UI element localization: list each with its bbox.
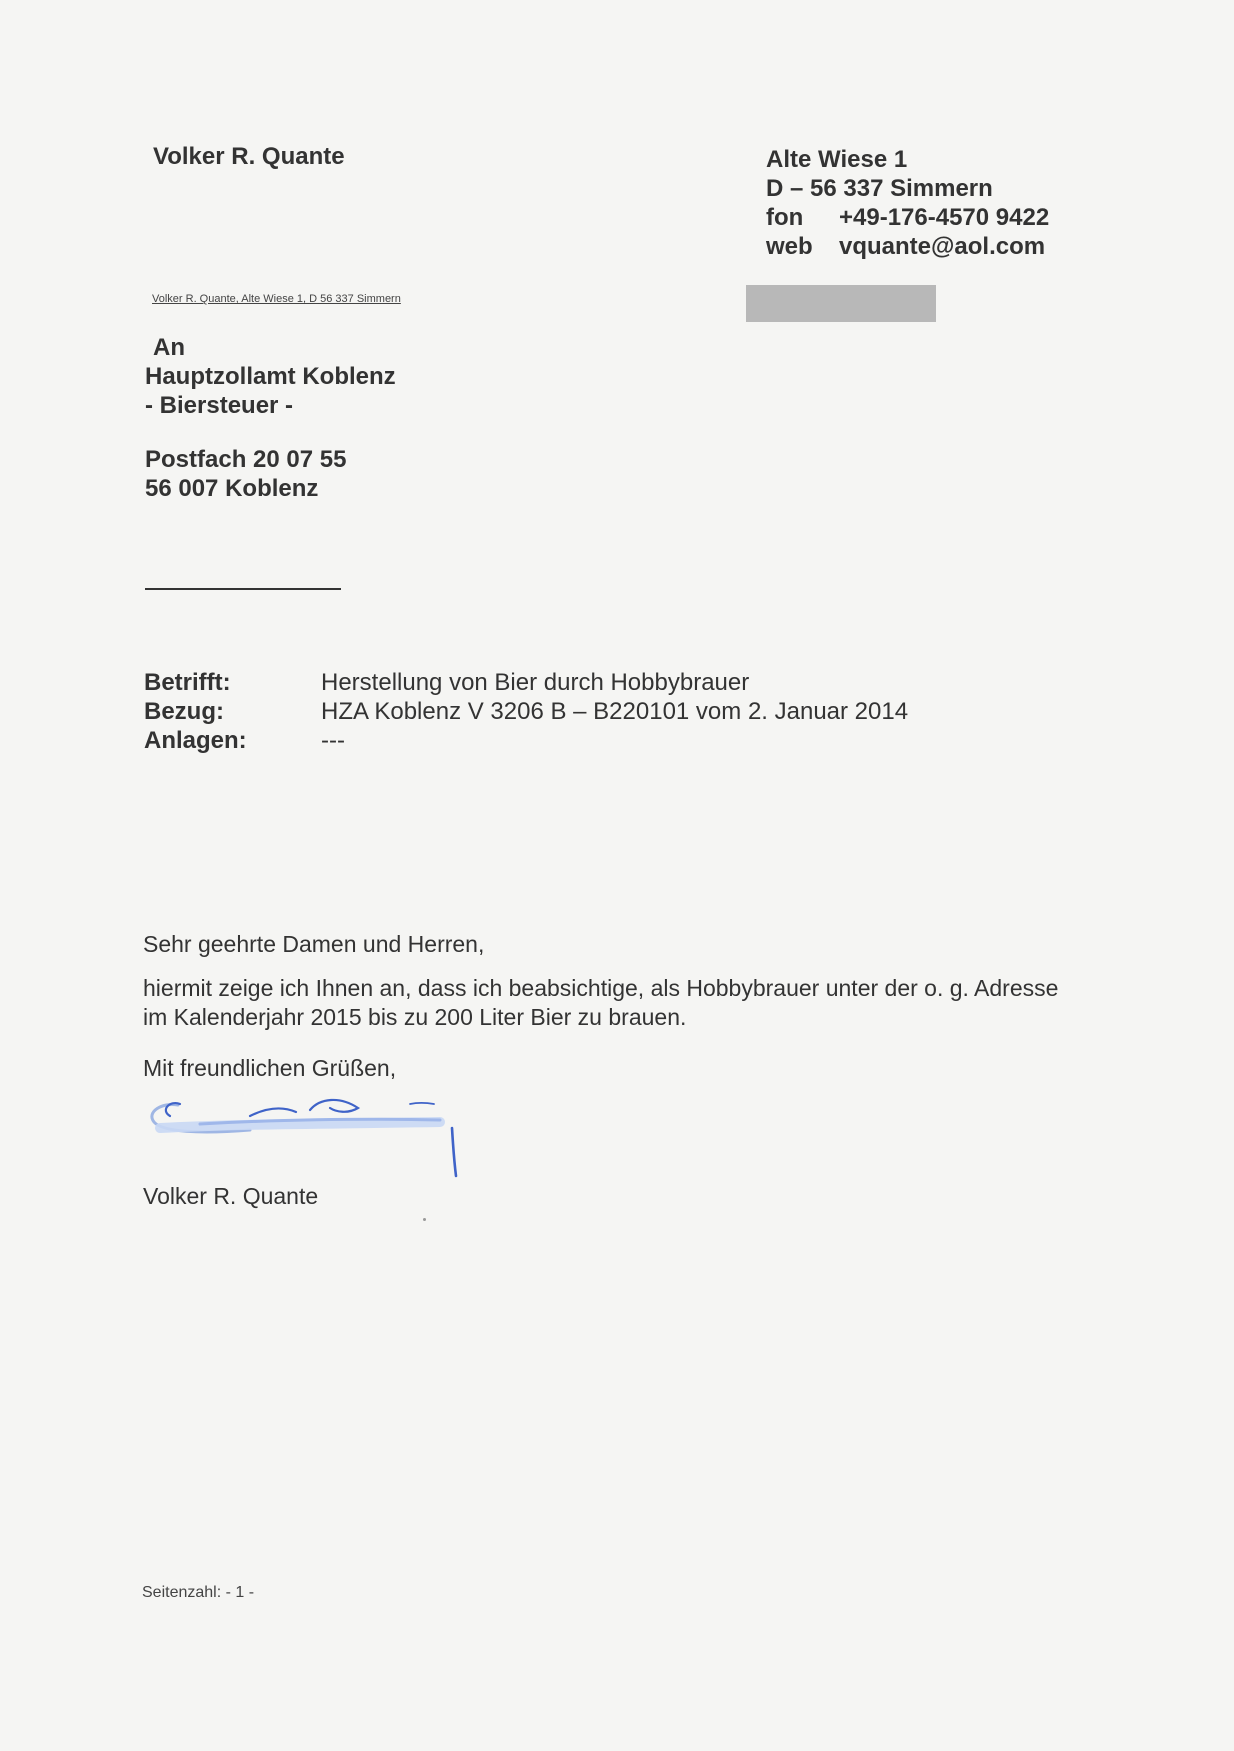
sender-web-row — [766, 232, 1049, 261]
salutation: Sehr geehrte Damen und Herren, — [143, 931, 485, 957]
body-line: im Kalenderjahr 2015 bis zu 200 Liter Bier zu brauen. — [143, 1004, 687, 1030]
reference-label: Betrifft: — [144, 669, 231, 696]
reference-row — [144, 726, 908, 755]
signature-image — [140, 1090, 480, 1185]
reference-row — [144, 668, 908, 697]
reference-value: HZA Koblenz V 3206 B – B220101 vom 2. Januar 2014 — [321, 698, 909, 725]
phone-number: +49-176-4570 9422 — [839, 204, 1050, 231]
recipient-postbox: Postfach 20 07 55 — [145, 446, 347, 473]
recipient-office: Hauptzollamt Koblenz — [145, 363, 396, 390]
reference-block — [144, 668, 908, 755]
scan-speck — [423, 1218, 426, 1221]
reference-value: Herstellung von Bier durch Hobbybrauer — [321, 669, 750, 696]
web-label: web — [766, 233, 813, 260]
recipient-postal-city: 56 007 Koblenz — [145, 475, 319, 502]
recipient-prefix: An — [153, 334, 185, 361]
sender-street: Alte Wiese 1 — [766, 146, 908, 173]
reference-value: --- — [321, 727, 345, 754]
sender-name: Volker R. Quante — [153, 143, 345, 170]
phone-label: fon — [766, 204, 804, 231]
page-number: Seitenzahl: - 1 - — [142, 1584, 255, 1601]
reference-label: Bezug: — [144, 698, 224, 725]
separator-rule — [145, 588, 341, 590]
sender-address-block — [766, 145, 1049, 261]
email-address: vquante@aol.com — [839, 233, 1046, 260]
recipient-block — [145, 333, 396, 420]
signer-name: Volker R. Quante — [143, 1183, 319, 1209]
body-paragraph — [143, 974, 1058, 1032]
sender-city: D – 56 337 Simmern — [766, 175, 993, 202]
recipient-postbox-block — [145, 445, 346, 503]
body-line: hiermit zeige ich Ihnen an, dass ich beabsichtige, als Hobbybrauer unter der o. g. Adresse — [143, 975, 1059, 1001]
recipient-department: - Biersteuer - — [145, 392, 294, 419]
closing: Mit freundlichen Grüßen, — [143, 1055, 397, 1081]
return-address-line: Volker R. Quante, Alte Wiese 1, D 56 337 Simmern — [152, 293, 401, 305]
reference-label: Anlagen: — [144, 727, 247, 754]
reference-row — [144, 697, 908, 726]
sender-phone-row — [766, 203, 1049, 232]
redaction-box — [746, 285, 936, 322]
